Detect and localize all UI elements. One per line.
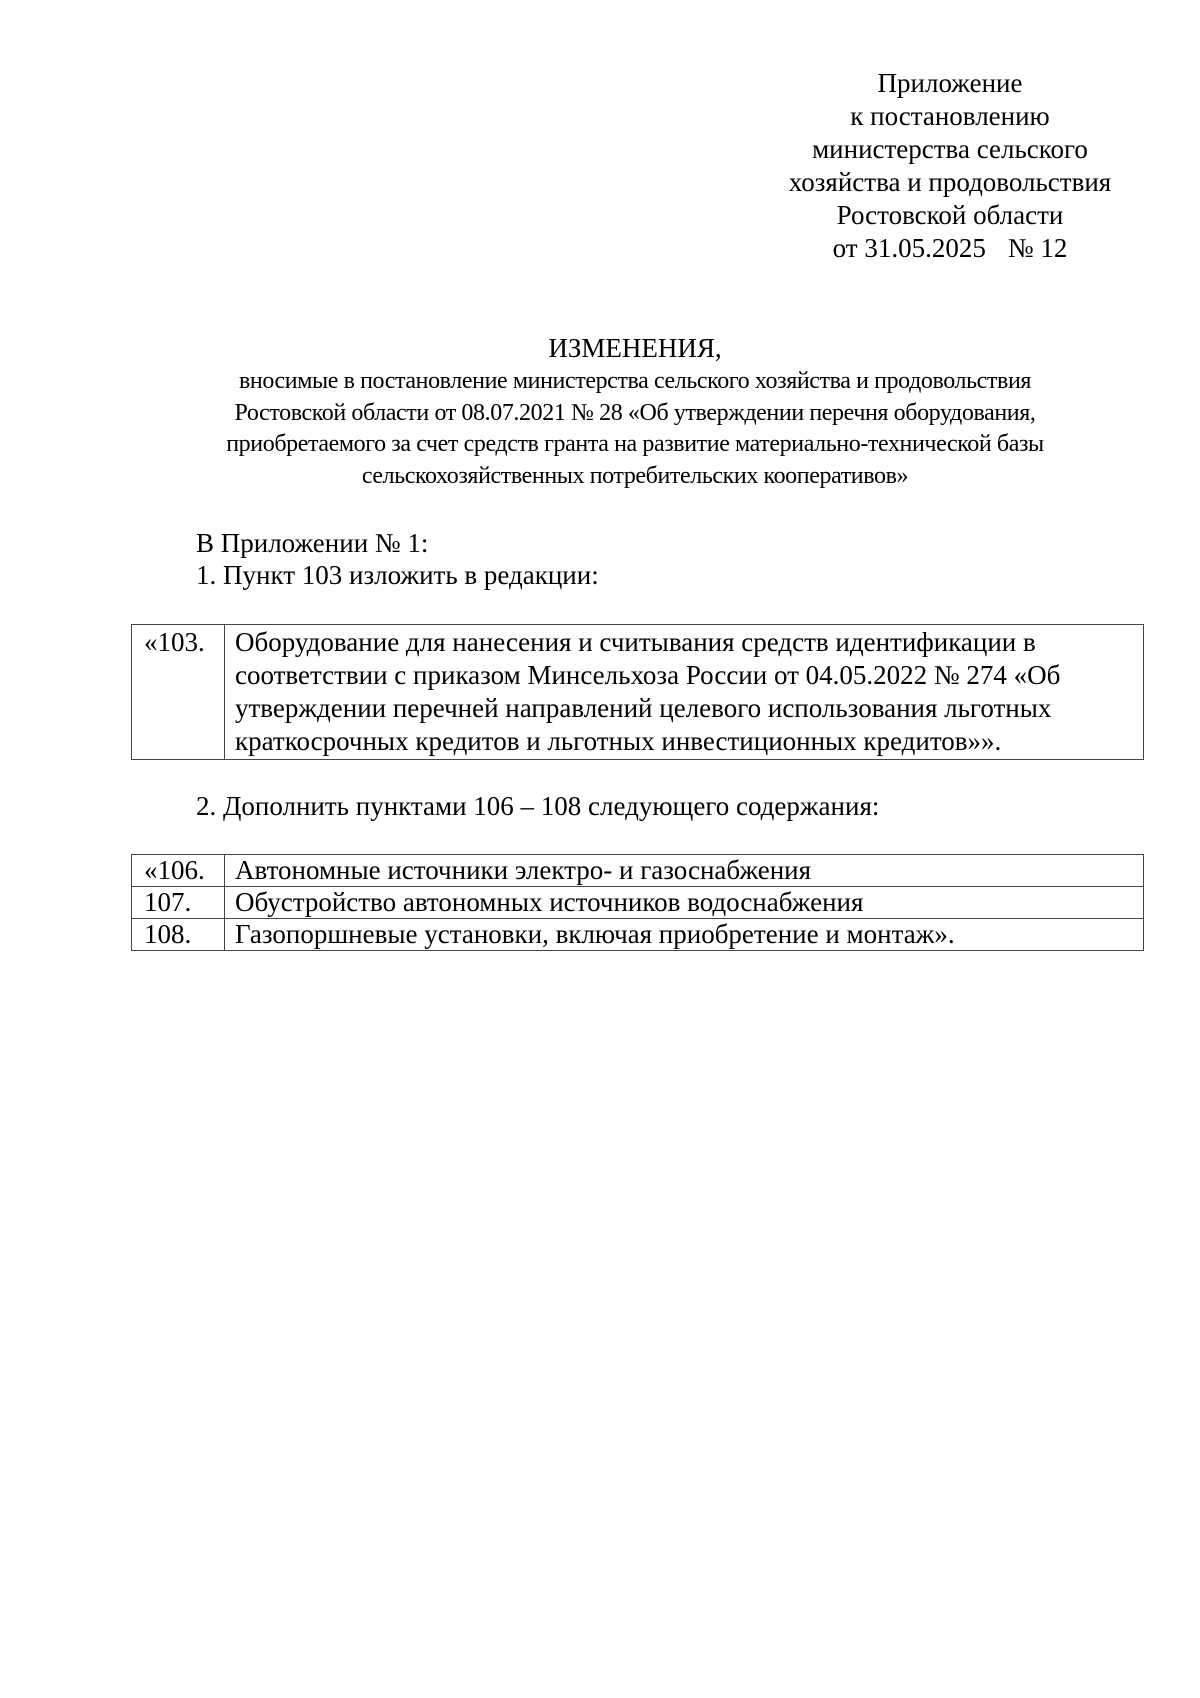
row-text xyxy=(225,625,1144,760)
table-row xyxy=(132,855,1144,887)
row-text-line: краткосрочных кредитов и льготных инвестиционных кредитов»». xyxy=(235,726,1002,756)
approval-number: № 12 xyxy=(1007,233,1068,263)
row-number: «103. xyxy=(132,625,225,760)
subtitle-line: вносимые в постановление министерства сельского хозяйства и продовольствия xyxy=(238,368,1032,394)
approval-line: к постановлению xyxy=(850,101,1050,131)
row-text: Автономные источники электро- и газоснабжения xyxy=(225,855,1144,887)
table-items-106-108 xyxy=(131,854,1144,951)
approval-date-line xyxy=(760,232,1140,265)
approval-line: хозяйства и продовольствия xyxy=(788,167,1112,197)
table-row xyxy=(132,887,1144,919)
item-2-paragraph: 2. Дополнить пунктами 106 – 108 следующего содержания: xyxy=(196,791,880,821)
row-number: 107. xyxy=(132,887,225,919)
row-number: 108. xyxy=(132,919,225,951)
row-text-line: Оборудование для нанесения и считывания средств идентификации в xyxy=(235,627,1036,657)
table-row xyxy=(132,919,1144,951)
approval-date: от 31.05.2025 xyxy=(832,233,986,263)
row-text: Газопоршневые установки, включая приобретение и монтаж». xyxy=(225,919,1144,951)
subtitle-line: приобретаемого за счет средств гранта на развитие материально-технической базы xyxy=(226,431,1044,457)
row-text: Обустройство автономных источников водоснабжения xyxy=(225,887,1144,919)
row-text-line: соответствии с приказом Минсельхоза России от 04.05.2022 № 274 «Об xyxy=(235,660,1061,690)
approval-line: Ростовской области xyxy=(836,200,1064,230)
row-number: «106. xyxy=(132,855,225,887)
document-subtitle xyxy=(120,366,1150,492)
table-row xyxy=(132,625,1144,760)
approval-line: министерства сельского xyxy=(812,134,1088,164)
subtitle-line: Ростовской области от 08.07.2021 № 28 «Об утверждении перечня оборудования, xyxy=(234,399,1036,426)
intro-paragraph: В Приложении № 1: xyxy=(196,528,429,558)
approval-line: Приложение xyxy=(877,68,1023,98)
item-1-paragraph: 1. Пункт 103 изложить в редакции: xyxy=(196,560,599,590)
document-title: ИЗМЕНЕНИЯ, xyxy=(548,333,722,363)
table-item-103 xyxy=(131,624,1144,760)
approval-block xyxy=(760,67,1140,265)
subtitle-line: сельскохозяйственных потребительских кооперативов» xyxy=(361,462,909,489)
row-text-line: утверждении перечней направлений целевого использования льготных xyxy=(235,693,1052,723)
